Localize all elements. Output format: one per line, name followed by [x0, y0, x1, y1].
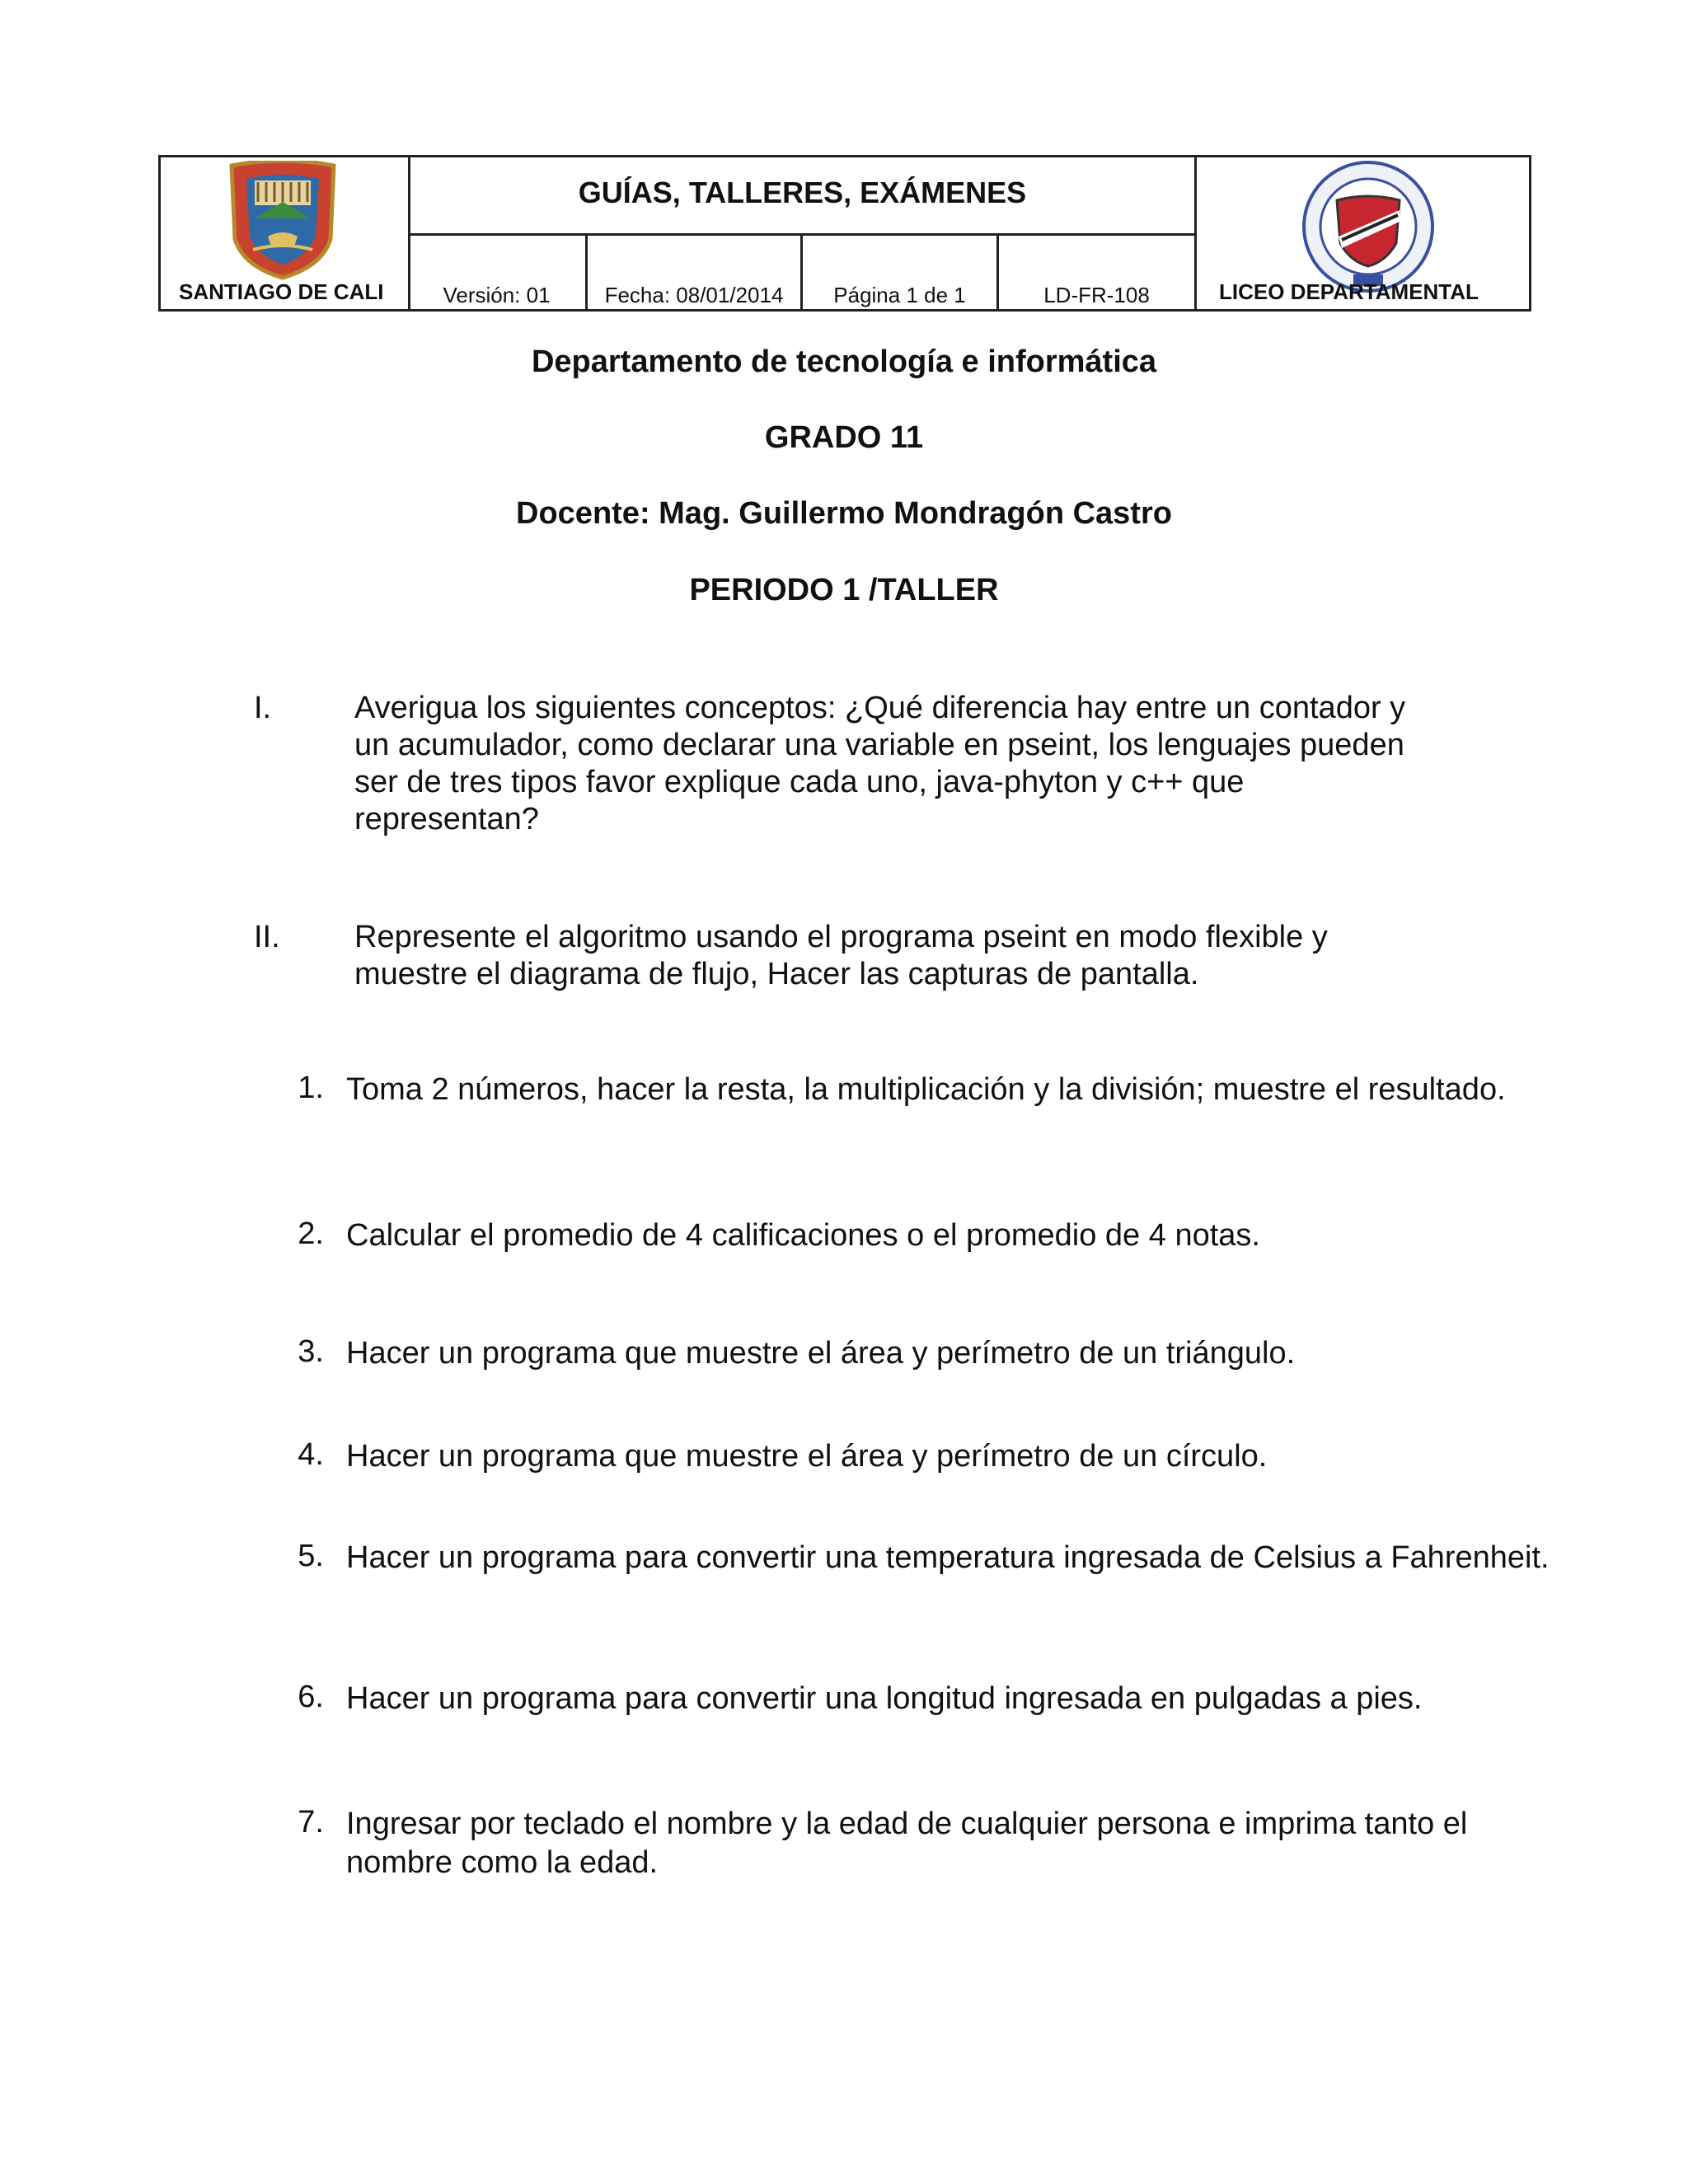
section-line: muestre el diagrama de flujo, Hacer las capturas de pantalla.	[354, 957, 1199, 991]
section-line: Averigua los siguientes conceptos: ¿Qué diferencia hay entre un contador y	[354, 691, 1406, 725]
page-cell: Página 1 de 1	[833, 283, 966, 307]
date-cell: Fecha: 08/01/2014	[604, 283, 784, 307]
document-title: GUÍAS, TALLERES, EXÁMENES	[578, 176, 1027, 209]
section-numeral: I.	[254, 691, 272, 725]
list-item-number: 4.	[298, 1437, 324, 1472]
section-1-text	[354, 690, 1467, 838]
document-header-table	[158, 155, 1531, 312]
cali-coat-of-arms-logo	[225, 161, 340, 281]
list-item: Hacer un programa para convertir una temperatura ingresada de Celsius a Fahrenheit.	[346, 1540, 1550, 1575]
liceo-seal-logo	[1294, 161, 1442, 298]
list-item-number: 2.	[298, 1216, 324, 1251]
section-2-text	[354, 919, 1467, 993]
school-caption: LICEO DEPARTAMENTAL	[1219, 279, 1479, 304]
version-cell: Versión: 01	[443, 283, 551, 307]
teacher-heading: Docente: Mag. Guillermo Mondragón Castro	[516, 496, 1172, 531]
grade-heading: GRADO 11	[764, 420, 924, 455]
section-line: Represente el algoritmo usando el programa pseint en modo flexible y	[354, 920, 1328, 954]
section-line: un acumulador, como declarar una variable en pseint, los lenguajes pueden	[354, 728, 1404, 762]
list-item-number: 5.	[298, 1539, 324, 1573]
list-item-number: 7.	[298, 1805, 324, 1840]
list-item-number: 3.	[298, 1334, 324, 1369]
section-line: ser de tres tipos favor explique cada uno, java-phyton y c++ que	[354, 765, 1245, 799]
section-numeral: II.	[254, 920, 280, 954]
list-item: Calcular el promedio de 4 calificaciones o el promedio de 4 notas.	[346, 1218, 1260, 1253]
list-item: Ingresar por teclado el nombre y la edad de cualquier persona e imprima tanto el nombre como la edad.	[346, 1807, 1468, 1880]
list-item: Hacer un programa que muestre el área y perímetro de un triángulo.	[346, 1336, 1296, 1371]
list-item: Hacer un programa para convertir una longitud ingresada en pulgadas a pies.	[346, 1681, 1423, 1716]
list-item: Toma 2 números, hacer la resta, la multiplicación y la división; muestre el resultado.	[346, 1072, 1506, 1107]
city-caption: SANTIAGO DE CALI	[179, 279, 384, 304]
department-heading: Departamento de tecnología e informática	[531, 344, 1157, 379]
code-cell: LD-FR-108	[1043, 283, 1150, 307]
list-item-number: 1.	[298, 1071, 324, 1105]
list-item: Hacer un programa que muestre el área y perímetro de un círculo.	[346, 1439, 1268, 1474]
section-line: representan?	[354, 802, 539, 837]
list-item-number: 6.	[298, 1680, 324, 1714]
period-heading: PERIODO 1 /TALLER	[689, 573, 999, 607]
